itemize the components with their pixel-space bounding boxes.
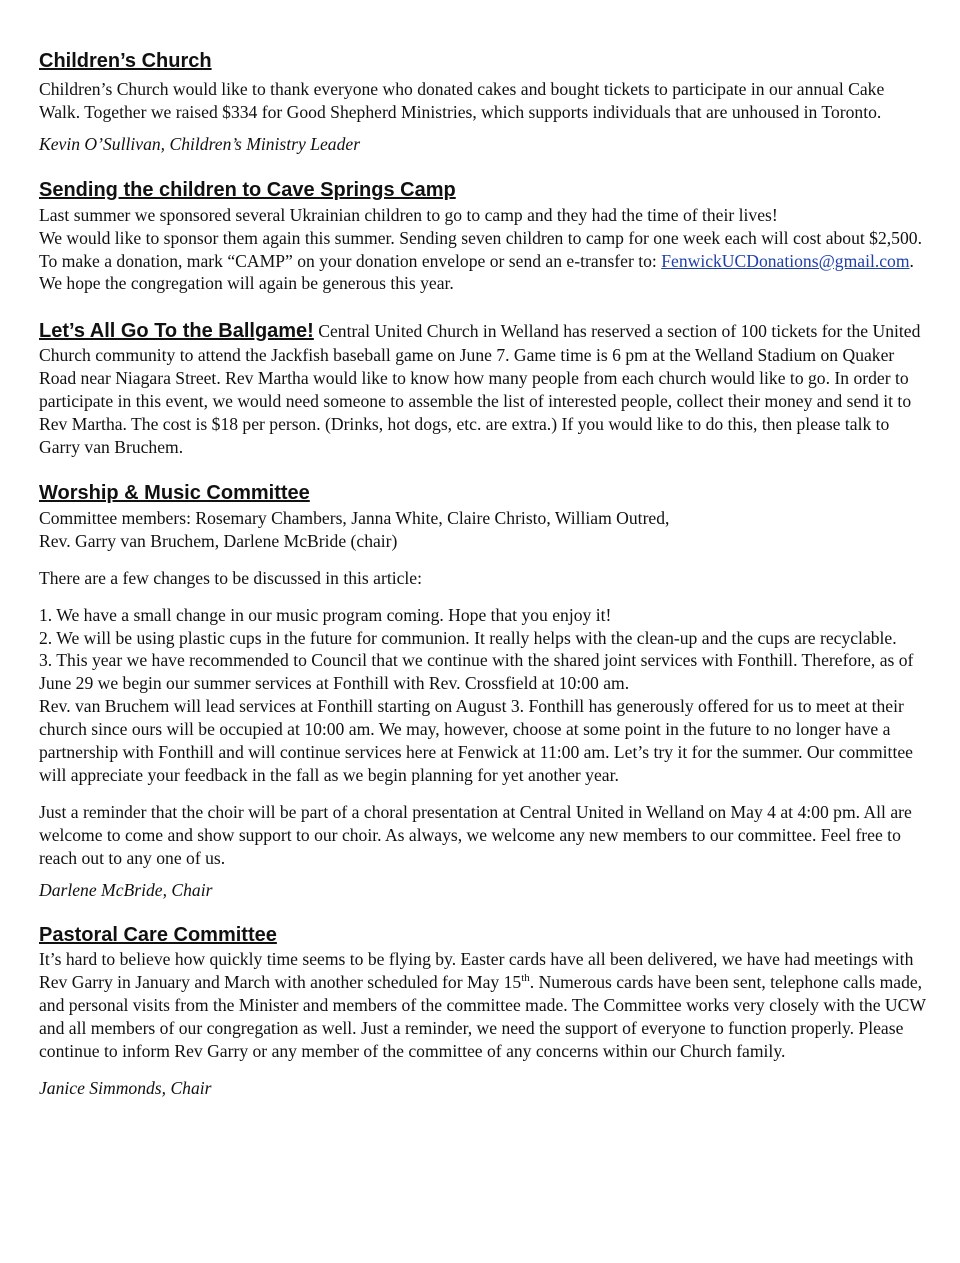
worship-item1: 1. We have a small change in our music program coming. Hope that you enjoy it! — [39, 604, 612, 625]
worship-members-line2: Rev. Garry van Bruchem, Darlene McBride (chair) — [39, 530, 398, 551]
camp-line1: Last summer we sponsored several Ukrainian children to go to camp and they had the time of their lives! — [39, 204, 778, 225]
pastoral-signature: Janice Simmonds, Chair — [39, 1078, 212, 1098]
worship-item2: 2. We will be using plastic cups in the future for communion. It really helps with the clean-up and the cups are recyclable. — [39, 627, 897, 648]
worship-intro: There are a few changes to be discussed in this article: — [39, 567, 422, 588]
ballgame-paragraph — [39, 318, 929, 459]
pastoral-body-end: . Numerous cards have been sent, telephone calls made, and personal visits from the Minister and members of the committee made. The Committee works very closely with the UCW and all members of our congregation as well. Just a reminder, we need the support of everyone to function properly. Please continue to inform Rev Garry or any member of the committee of any concerns within our Church family. — [39, 972, 926, 1062]
camp-body-text: We would like to sponsor them again this summer. Sending seven children to camp for one week each will cost about $2,500. To make a donation, mark “CAMP” on your donation envelope or send an e-transfer to: — [39, 227, 922, 271]
pastoral-section — [39, 922, 929, 1099]
worship-members-line1: Committee members: Rosemary Chambers, Janna White, Claire Christo, William Outred, — [39, 507, 670, 528]
childrens-church-section — [39, 48, 929, 156]
camp-heading: Sending the children to Cave Springs Camp — [39, 178, 456, 201]
worship-reminder: Just a reminder that the choir will be part of a choral presentation at Central United in Welland on May 4 at 4:00 pm. All are welcome to come and show support to our choir. As always, we welcome any new members to our committee. Feel free to reach out to any one of us. — [39, 801, 912, 868]
childrens-church-signature: Kevin O’Sullivan, Children’s Ministry Leader — [39, 133, 361, 154]
pastoral-body — [39, 948, 929, 1063]
newsletter-page — [39, 48, 929, 1100]
camp-body — [39, 227, 929, 296]
camp-after-email: . We hope the congregation will again be generous this year. — [39, 250, 914, 294]
pastoral-heading: Pastoral Care Committee — [39, 924, 277, 947]
donation-email-link[interactable]: FenwickUCDonations@gmail.com — [661, 250, 910, 271]
pastoral-body-start: It’s hard to believe how quickly time seems to be flying by. Easter cards have all been delivered, we have had meetings with Rev Garry in January and March with another scheduled for May 15 — [39, 949, 914, 993]
childrens-church-body: Children’s Church would like to thank everyone who donated cakes and bought tickets to participate in our annual Cake Walk. Together we raised $334 for Good Shepherd Ministries, which supports individuals that are unhoused in Toronto. — [39, 79, 885, 122]
childrens-church-heading: Children’s Church — [39, 50, 212, 72]
camp-section — [39, 177, 929, 296]
worship-signature: Darlene McBride, Chair — [39, 879, 213, 900]
worship-section — [39, 480, 929, 902]
ballgame-body: Central United Church in Welland has reserved a section of 100 tickets for the United Church community to attend the Jackfish baseball game on June 7. Game time is 6 pm at the Welland Stadium on Quaker Road near Niagara Street. Rev Martha would like to know how many people from each church would like to go. In order to participate in this event, we would need someone to assemble the list of interested people, collect their money and send it to Rev Martha. The cost is $18 per person. (Drinks, hot dogs, etc. are extra.) If you would like to do this, then please talk to Garry van Bruchem. — [39, 321, 921, 457]
ballgame-heading: Let’s All Go To the Ballgame! — [39, 320, 314, 343]
ballgame-section — [39, 318, 929, 459]
worship-heading: Worship & Music Committee — [39, 481, 310, 504]
pastoral-ordinal-superscript: th — [521, 972, 530, 985]
worship-item3a: 3. This year we have recommended to Council that we continue with the shared joint services with Fonthill. Therefore, as of June 29 we begin our summer services at Fonthill with Rev. Crossfield at 10:00 am. — [39, 650, 914, 694]
worship-item3b: Rev. van Bruchem will lead services at Fonthill starting on August 3. Fonthill has generously offered for us to meet at their church since ours will be occupied at 10:00 am. We may, however, choose at some point in the future to no longer have a partnership with Fonthill and will continue services here at Fenwick at 11:00 am. Let’s try it for the summer. Our committee will appreciate your feedback in the fall as we begin planning for yet another year. — [39, 696, 913, 785]
